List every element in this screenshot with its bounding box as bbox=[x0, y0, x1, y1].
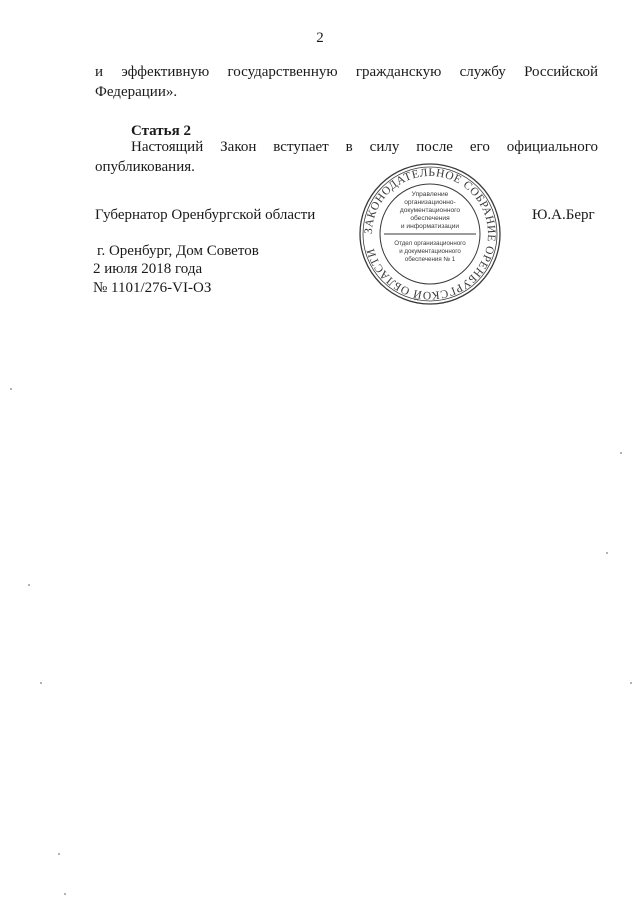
scan-speck bbox=[64, 893, 66, 895]
scan-speck bbox=[630, 682, 632, 684]
scan-speck bbox=[28, 584, 30, 586]
signatory-position: Губернатор Оренбургской области bbox=[95, 207, 316, 223]
seal-lower-line: и документационного bbox=[399, 248, 461, 255]
paragraph-line: и эффективную государственную гражданскую службу Российской bbox=[95, 64, 598, 80]
seal-upper-line: Управление bbox=[411, 191, 449, 198]
seal-ring-text: ЗАКОНОДАТЕЛЬНОЕ СОБРАНИЕ ОРЕНБУРГСКОЙ ОБЛАСТИ bbox=[362, 166, 498, 302]
article-heading: Статья 2 bbox=[131, 123, 191, 139]
page-number: 2 bbox=[316, 30, 324, 46]
seal-upper-line: организационно- bbox=[404, 199, 456, 206]
signing-date: 2 июля 2018 года bbox=[93, 261, 203, 277]
seal-upper-line: документационного bbox=[399, 207, 461, 214]
signatory-name: Ю.А.Берг bbox=[532, 207, 595, 223]
seal-upper-line: обеспечения bbox=[410, 215, 450, 222]
scan-speck bbox=[58, 853, 60, 855]
scan-speck bbox=[40, 682, 42, 684]
scan-speck bbox=[10, 388, 12, 390]
seal-upper-line: и информатизации bbox=[400, 223, 460, 230]
paragraph-line: Федерации». bbox=[95, 84, 178, 100]
seal-lower-line: обеспечения № 1 bbox=[404, 256, 456, 263]
article-text-line: Настоящий Закон вступает в силу после его официального bbox=[131, 139, 598, 155]
law-number: № 1101/276-VI-ОЗ bbox=[93, 280, 212, 296]
scan-speck bbox=[620, 452, 622, 454]
signing-place: г. Оренбург, Дом Советов bbox=[97, 243, 259, 259]
article-text-line: опубликования. bbox=[95, 159, 195, 175]
seal-lower-line: Отдел организационного bbox=[394, 240, 466, 247]
official-seal bbox=[358, 162, 502, 306]
scan-speck bbox=[606, 552, 608, 554]
